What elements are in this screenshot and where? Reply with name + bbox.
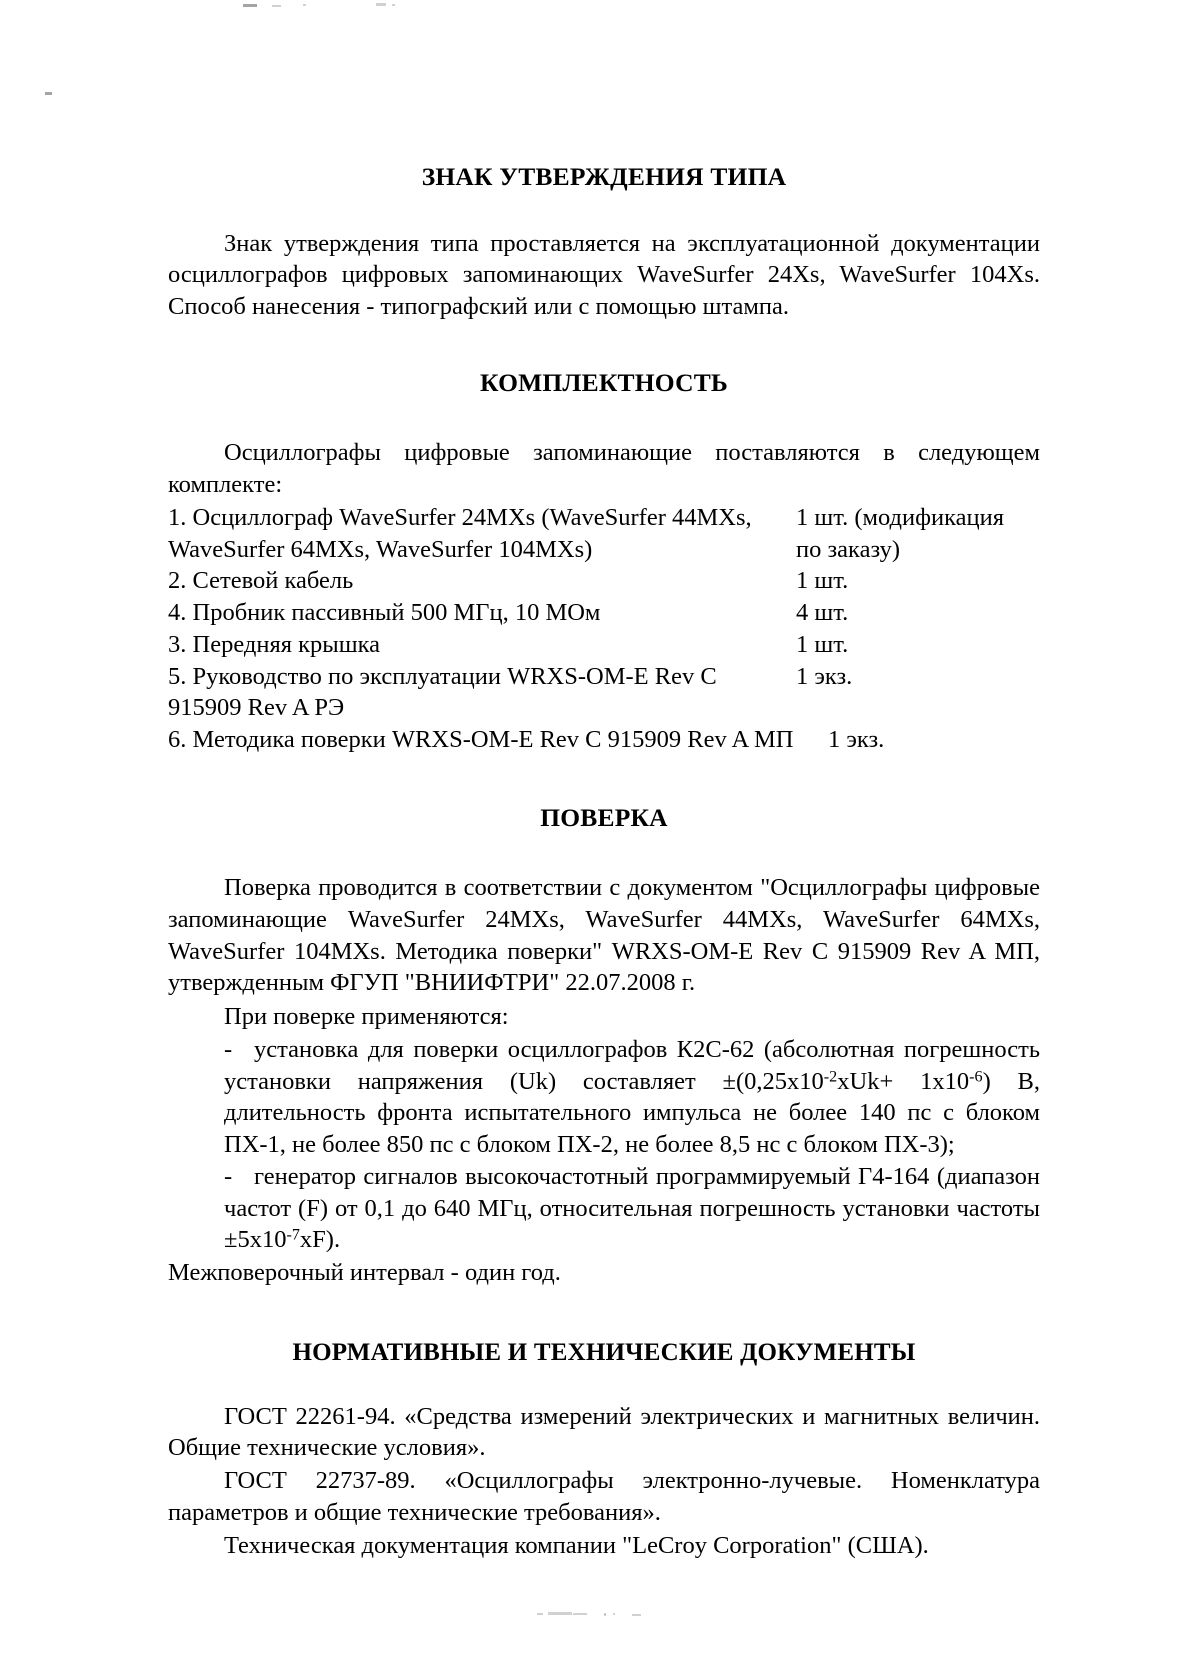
list-item-name [168,661,798,693]
list-item [168,629,1040,661]
paragraph-type-mark: Знак утверждения типа проставляется на эксплуатационной документации осциллографов цифровых запоминающих WaveSurfer 24Xs, WaveSurfer 104Xs. Способ нанесения - типографский или с помощью штампа. [168,229,1040,321]
dash-bullet: - [224,1162,233,1190]
list-item-qty-continuation: по заказу) [796,535,901,563]
list-item-qty: 1 шт. [796,567,849,595]
list-item-title-continuation: 915909 Rev A РЭ [168,694,345,722]
list-item [168,565,1040,597]
list-item-continuation [168,534,1040,566]
exponent-minus-two: -2 [823,1068,838,1086]
paragraph-applied-lead: При поверке применяются: [224,1003,509,1031]
document-body [168,160,1040,1561]
heading-normative-documents: НОРМАТИВНЫЕ И ТЕХНИЧЕСКИЕ ДОКУМЕНТЫ [292,1338,916,1366]
normative-entry-gost-22737: ГОСТ 22737-89. «Осциллографы электронно-лучевые. Номенклатура параметров и общие технические требования». [168,1467,1040,1526]
heading-verification: ПОВЕРКА [540,802,668,832]
list-item [168,597,1040,629]
equipment-item-2 [224,1161,1040,1256]
list-item-continuation [168,692,1040,724]
scan-artifact [604,1614,606,1616]
equipment-text-part-2: xF). [299,1226,341,1254]
list-item-qty: 1 шт. (модификация [796,503,1005,531]
paragraph-completeness-intro: Осциллографы цифровые запоминающие поставляются в следующем комплекте: [168,439,1040,499]
equipment-text-part-3: ) В, длительность фронта испытательного импульса не более 140 пс с блоком ПХ-1, не более 850 пс с блоком ПХ-2, не более 8,5 нс с блоком ПХ-3); [224,1067,1041,1159]
list-item-title: Передняя крышка [192,630,380,658]
list-item-name [168,502,798,534]
list-item-name [168,565,798,597]
equipment-item-1 [224,1034,1040,1161]
scan-artifact [537,1613,543,1615]
paragraph-verification-interval: Межповерочный интервал - один год. [168,1258,561,1286]
list-item-title: Руководство по эксплуатации WRXS-OM-E Rev C [192,662,717,690]
dash-bullet: - [224,1035,233,1063]
list-item-title: Осциллограф WaveSurfer 24MXs (WaveSurfer 44MXs, [192,503,752,531]
exponent-minus-seven: -7 [286,1226,300,1244]
scan-artifact [303,4,306,6]
heading-type-mark: ЗНАК УТВЕРЖДЕНИЯ ТИПА [421,162,787,191]
list-item-title: Сетевой кабель [192,567,354,595]
scan-artifact [613,1613,615,1615]
scan-artifact [272,5,281,7]
verification-equipment-list [168,1034,1040,1256]
equipment-text-part-2: xUk+ 1x10 [837,1067,970,1095]
list-item [168,724,1040,756]
scan-artifact [45,92,52,95]
equipment-text-part-1: установка для поверки осциллографов К2С-62 (абсолютная погрешность установки напряжения (Uk) составляет ±(0,25x10 [224,1035,1040,1095]
normative-entry-lecroy-documentation: Техническая документация компании "LeCroy Corporation" (США). [224,1531,929,1559]
paragraph-verification: Поверка проводится в соответствии с документом "Осциллографы цифровые запоминающие WaveSurfer 24MXs, WaveSurfer 44MXs, WaveSurfer 64MXs, WaveSurfer 104MXs. Методика поверки" WRXS-OM-E Rev C 915909 Rev A МП, утвержденным ФГУП "ВНИИФТРИ" 22.07.2008 г. [168,874,1040,997]
scan-artifact [376,3,386,6]
list-item-number: 2. [168,567,187,595]
list-item-number: 6. [168,725,187,753]
list-item-number: 5. [168,662,187,690]
list-item-number: 4. [168,599,187,627]
scan-artifact [632,1614,641,1616]
list-item-title: Методика поверки WRXS-OM-E Rev C 915909 Rev A МП [192,725,794,753]
equipment-text-part-1: генератор сигналов высокочастотный программируемый Г4-164 (диапазон частот (F) от 0,1 до 640 МГц, относительная погрешность установки частоты ±5x10 [224,1162,1040,1254]
list-item-name [168,597,798,629]
list-item-qty: 4 шт. [796,599,849,627]
list-item-qty: 1 экз. [796,662,853,690]
scan-artifact [392,4,395,6]
normative-entry-gost-22261: ГОСТ 22261-94. «Средства измерений электрических и магнитных величин. Общие технические условия». [168,1402,1040,1462]
list-item-name [168,724,798,756]
list-item-name [168,629,798,661]
list-item-title: Пробник пассивный 500 МГц, 10 МОм [192,599,601,627]
list-item [168,502,1040,534]
exponent-minus-six: -6 [969,1068,983,1086]
list-item-number: 3. [168,630,187,658]
list-item-qty: 1 экз. [828,725,885,753]
heading-completeness: КОМПЛЕКТНОСТЬ [480,367,728,397]
list-item [168,661,1040,693]
list-item-number: 1. [168,503,187,531]
scan-artifact [548,1612,572,1615]
list-item-title-continuation: WaveSurfer 64MXs, WaveSurfer 104MXs) [168,535,593,563]
scan-artifact [243,4,257,7]
completeness-list [168,502,1040,756]
list-item-qty: 1 шт. [796,630,849,658]
scan-artifact [573,1613,587,1615]
